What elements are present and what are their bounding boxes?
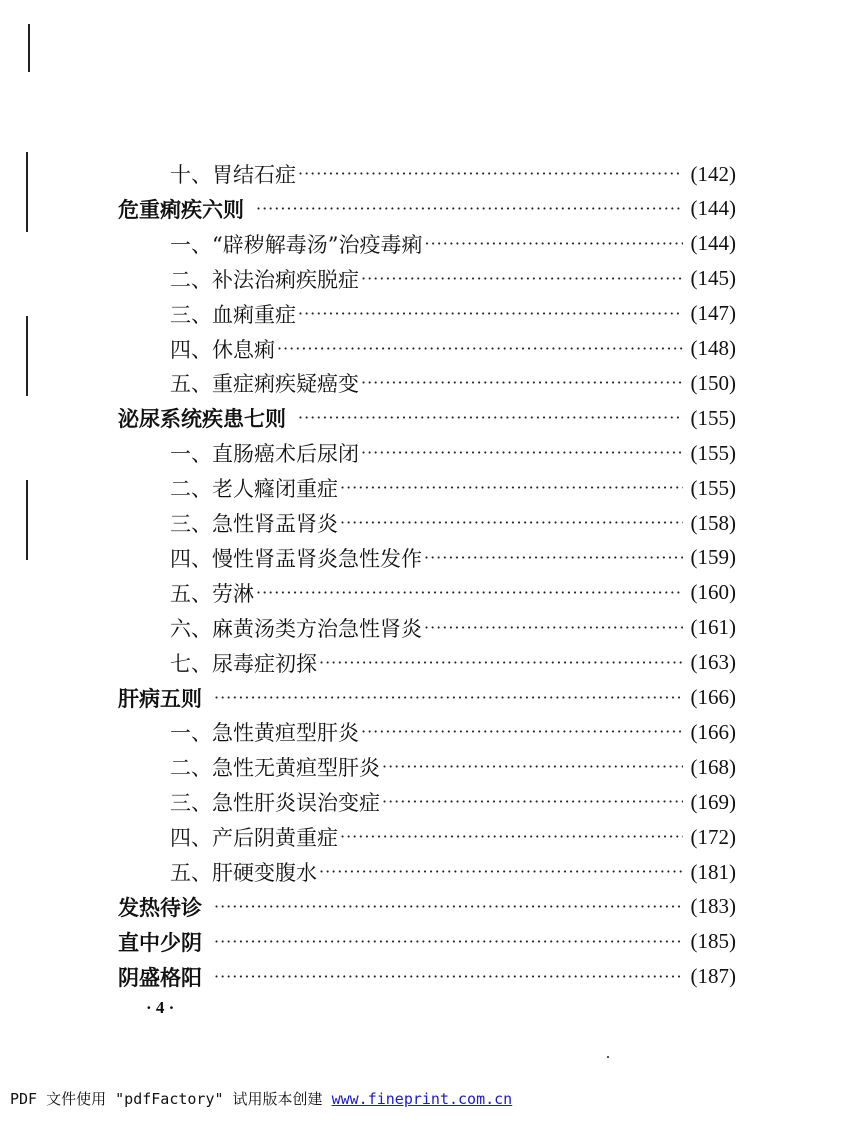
toc-entry-title: 四、慢性肾盂肾炎急性发作 bbox=[170, 546, 422, 571]
toc-entry-row[interactable] bbox=[170, 471, 736, 505]
toc-leader-dots bbox=[256, 192, 683, 226]
toc-entry-row[interactable] bbox=[170, 227, 736, 261]
toc-leader-dots bbox=[214, 890, 683, 924]
toc-section-row[interactable] bbox=[118, 192, 736, 226]
toc-entry-title: 一、直肠癌术后尿闭 bbox=[170, 442, 359, 467]
toc-entry-page: (145) bbox=[690, 266, 736, 291]
toc-entry-page: (166) bbox=[690, 719, 736, 744]
toc-entry-page: (185) bbox=[690, 929, 736, 954]
toc-leader-dots bbox=[256, 576, 683, 610]
toc-leader-dots bbox=[298, 157, 683, 191]
toc-entry-row[interactable] bbox=[170, 611, 736, 645]
toc-entry-title: 四、产后阴黄重症 bbox=[170, 826, 338, 851]
toc-leader-dots bbox=[424, 611, 683, 645]
toc-entry-title: 五、重症痢疾疑癌变 bbox=[170, 372, 359, 397]
toc-entry-title: 发热待诊 bbox=[118, 894, 202, 920]
toc-entry-title: 六、麻黄汤类方治急性肾炎 bbox=[170, 616, 422, 641]
toc-leader-dots bbox=[298, 401, 683, 435]
toc-entry-page: (166) bbox=[690, 685, 736, 709]
toc-entry-page: (160) bbox=[690, 580, 736, 605]
toc-entry-page: (161) bbox=[690, 615, 736, 640]
toc-entry-page: (155) bbox=[690, 405, 736, 430]
toc-entry-title: 四、休息痢 bbox=[170, 337, 275, 362]
toc-entry-title: 二、急性无黄疸型肝炎 bbox=[170, 756, 380, 781]
toc-entry-title: 三、急性肾盂肾炎 bbox=[170, 512, 338, 536]
toc-leader-dots bbox=[319, 855, 683, 889]
toc-entry-row[interactable] bbox=[170, 332, 736, 366]
toc-entry-page: (181) bbox=[690, 859, 736, 884]
toc-entry-page: (148) bbox=[690, 336, 736, 360]
toc-entry-row[interactable] bbox=[170, 541, 736, 575]
toc-leader-dots bbox=[298, 297, 683, 331]
toc-entry-title: 三、血痢重症 bbox=[170, 302, 296, 327]
toc-entry-title: 一、“辟秽解毒汤”治疫毒痢 bbox=[170, 232, 423, 257]
toc-leader-dots bbox=[361, 262, 683, 296]
toc-entry-title: 七、尿毒症初探 bbox=[170, 651, 317, 676]
toc-entry-page: (158) bbox=[690, 510, 736, 535]
toc-entry-title: 阴盛格阳 bbox=[118, 964, 202, 990]
toc-leader-dots bbox=[319, 646, 683, 680]
scan-speck bbox=[607, 1056, 609, 1058]
toc-entry-row[interactable] bbox=[170, 366, 736, 400]
toc-entry-page: (163) bbox=[690, 650, 736, 675]
toc-entry-title: 泌尿系统疾患七则 bbox=[118, 406, 286, 432]
toc-entry-page: (168) bbox=[690, 754, 736, 779]
toc-entry-row[interactable] bbox=[170, 297, 736, 331]
toc-leader-dots bbox=[424, 541, 683, 575]
toc-entry-title: 肝病五则 bbox=[118, 685, 202, 711]
toc-entry-row[interactable] bbox=[170, 262, 736, 296]
toc-entry-row[interactable] bbox=[170, 785, 736, 819]
toc-entry-page: (147) bbox=[690, 301, 736, 326]
toc-leader-dots bbox=[214, 925, 683, 959]
toc-entry-row[interactable] bbox=[170, 820, 736, 854]
toc-entry-row[interactable] bbox=[170, 715, 736, 749]
toc-leader-dots bbox=[340, 820, 683, 854]
toc-section-row[interactable] bbox=[118, 681, 736, 715]
pdf-footer bbox=[10, 1088, 512, 1109]
toc-entry-page: (144) bbox=[690, 231, 736, 256]
toc-entry-row[interactable] bbox=[170, 576, 736, 610]
toc-entry-page: (172) bbox=[690, 824, 736, 849]
toc-entry-title: 三、急性肝炎误治变症 bbox=[170, 791, 380, 816]
toc-entry-row[interactable] bbox=[170, 436, 736, 470]
page-number: · 4 · bbox=[146, 998, 175, 1017]
toc-entry-row[interactable] bbox=[170, 506, 736, 540]
toc-entry-title: 危重痢疾六则 bbox=[118, 196, 244, 222]
toc-entry-page: (144) bbox=[690, 196, 736, 221]
toc-section-row[interactable] bbox=[118, 925, 736, 959]
toc-entry-page: (142) bbox=[690, 161, 736, 186]
toc-entry-page: (150) bbox=[690, 370, 736, 395]
toc-leader-dots bbox=[361, 715, 683, 749]
toc-leader-dots bbox=[424, 227, 682, 261]
toc-entry-page: (159) bbox=[690, 545, 736, 570]
toc-entry-page: (155) bbox=[690, 475, 736, 500]
toc-leader-dots bbox=[382, 785, 683, 819]
toc-entry-title: 直中少阴 bbox=[118, 929, 202, 955]
toc-leader-dots bbox=[361, 366, 683, 400]
toc-entry-title: 十、胃结石症 bbox=[170, 163, 296, 187]
toc-section-row[interactable] bbox=[118, 890, 736, 924]
footer-text: PDF 文件使用 "pdfFactory" 试用版本创建 bbox=[10, 1090, 323, 1108]
toc-entry-page: (155) bbox=[690, 440, 736, 465]
toc-entry-page: (183) bbox=[690, 894, 736, 919]
toc-entry-row[interactable] bbox=[170, 646, 736, 680]
toc-entry-title: 二、补法治痢疾脱症 bbox=[170, 267, 359, 292]
toc-entry-row[interactable] bbox=[170, 855, 736, 889]
toc-leader-dots bbox=[361, 436, 683, 470]
toc-leader-dots bbox=[214, 960, 683, 994]
toc-leader-dots bbox=[277, 332, 683, 366]
footer-link[interactable]: www.fineprint.com.cn bbox=[331, 1090, 513, 1108]
toc-entry-title: 五、劳淋 bbox=[170, 581, 254, 606]
toc-entry-title: 五、肝硬变腹水 bbox=[170, 861, 317, 885]
toc-entry-row[interactable] bbox=[170, 750, 736, 784]
toc-leader-dots bbox=[340, 471, 683, 505]
toc-entry-row[interactable] bbox=[170, 157, 736, 191]
toc-leader-dots bbox=[214, 681, 683, 715]
toc-entry-page: (187) bbox=[690, 964, 736, 989]
toc-leader-dots bbox=[340, 506, 683, 540]
toc-entry-page: (169) bbox=[690, 789, 736, 814]
toc-entry-title: 一、急性黄疸型肝炎 bbox=[170, 721, 359, 746]
toc-section-row[interactable] bbox=[118, 401, 736, 435]
toc-section-row[interactable] bbox=[118, 960, 736, 994]
toc-entry-title: 二、老人癃闭重症 bbox=[170, 477, 338, 502]
toc-leader-dots bbox=[382, 750, 683, 784]
